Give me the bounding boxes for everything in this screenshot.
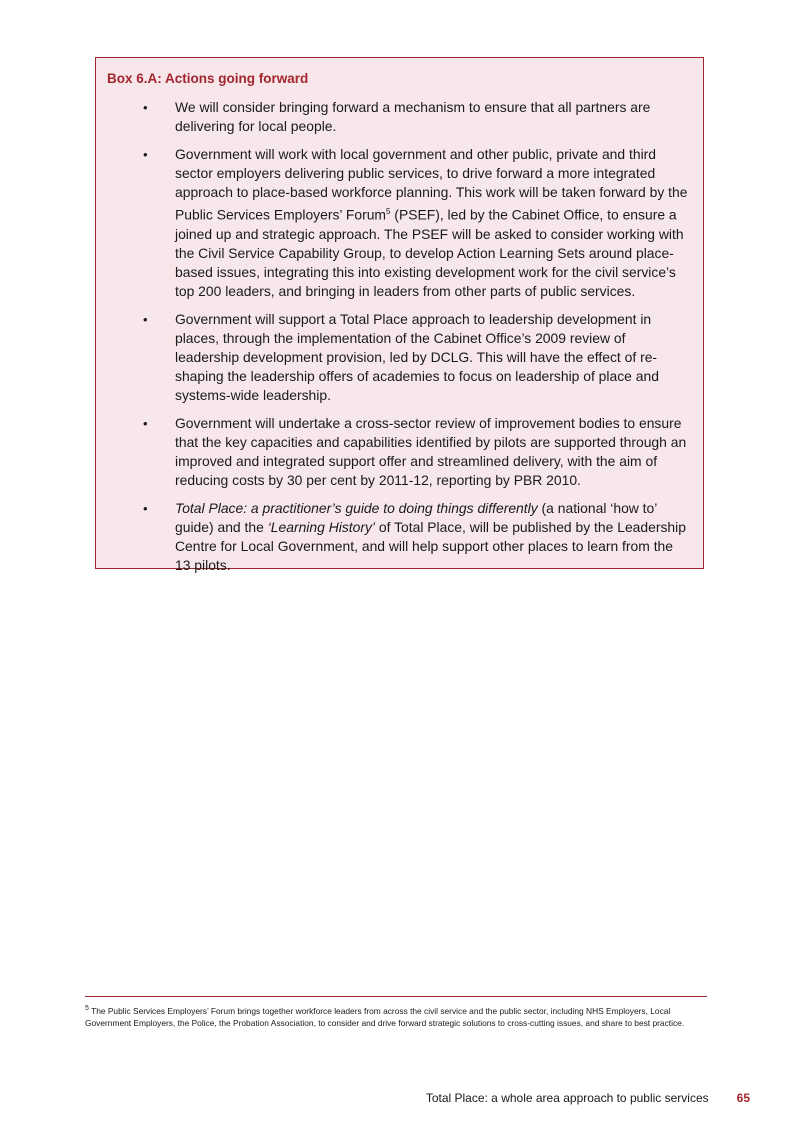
item-text-continued: (PSEF), led by the Cabinet Office, to ensure a joined up and strategic approach. The PSEF will be asked to consider working with the Civil Service Capability Group, to develop Action Learning Sets around place-based issues, integrating this into existing development work for the civil service’s top 200 leaders, and bringing in leaders from other parts of public services. [175, 206, 684, 299]
footer-title: Total Place: a whole area approach to public services [425, 1091, 709, 1105]
list-item [96, 310, 703, 405]
footnote [85, 1003, 707, 1030]
item-text: Government will work with local government and other public, private and third sector employers delivering public services, to drive forward a more integrated approach to place-based workforce planning. This work will be taken forward by the Public Services Employers’ Forum [175, 146, 688, 223]
item-text: (a national ‘how to’ guide) and the [175, 499, 657, 535]
publication-title-2: ‘Learning History’ [267, 518, 376, 535]
footnote-text: The Public Services Employers’ Forum brings together workforce leaders from across the civil service and the public sector, including NHS Employers, Local Government Employers, the Police, the Probation Association, to consider and drive forward strategic solutions to cross-cutting issues, and share to best practice. [85, 1005, 685, 1029]
action-list [96, 98, 703, 584]
publication-title: Total Place: a practitioner’s guide to doing things differently [175, 499, 538, 516]
footnote-number: 5 [85, 1005, 89, 1012]
bullet-icon: • [143, 415, 148, 431]
footnote-divider [85, 996, 707, 997]
item-text-continued: of Total Place, will be published by the Leadership Centre for Local Government, and will help support other places to learn from the 13 pilots. [175, 518, 686, 573]
list-item [96, 499, 703, 575]
bullet-icon: • [143, 147, 148, 162]
list-item [96, 145, 703, 301]
bullet-icon: • [143, 100, 148, 115]
page-footer [426, 1091, 750, 1105]
item-text: Government will undertake a cross-sector review of improvement bodies to ensure that the key capacities and capabilities identified by pilots are supported through an improved and integrated support offer and streamlined delivery, with the aim of reducing costs by 30 per cent by 2011-12, reporting by PBR 2010. [175, 414, 687, 488]
box-title: Box 6.A: Actions going forward [107, 71, 309, 86]
item-text: Government will support a Total Place approach to leadership development in places, through the implementation of the Cabinet Office’s 2009 review of leadership development provision, led by DCLG. This will have the effect of re-shaping the leadership offers of academies to focus on leadership of place and systems-wide leadership. [175, 310, 659, 403]
bullet-icon: • [143, 500, 148, 516]
list-item [96, 414, 703, 490]
item-text: We will consider bringing forward a mechanism to ensure that all partners are delivering for local people. [175, 99, 651, 134]
list-item [96, 98, 703, 136]
page-number: 65 [736, 1091, 750, 1105]
actions-box [95, 57, 704, 573]
footnote-reference[interactable]: 5 [386, 207, 391, 216]
bullet-icon: • [143, 311, 148, 327]
